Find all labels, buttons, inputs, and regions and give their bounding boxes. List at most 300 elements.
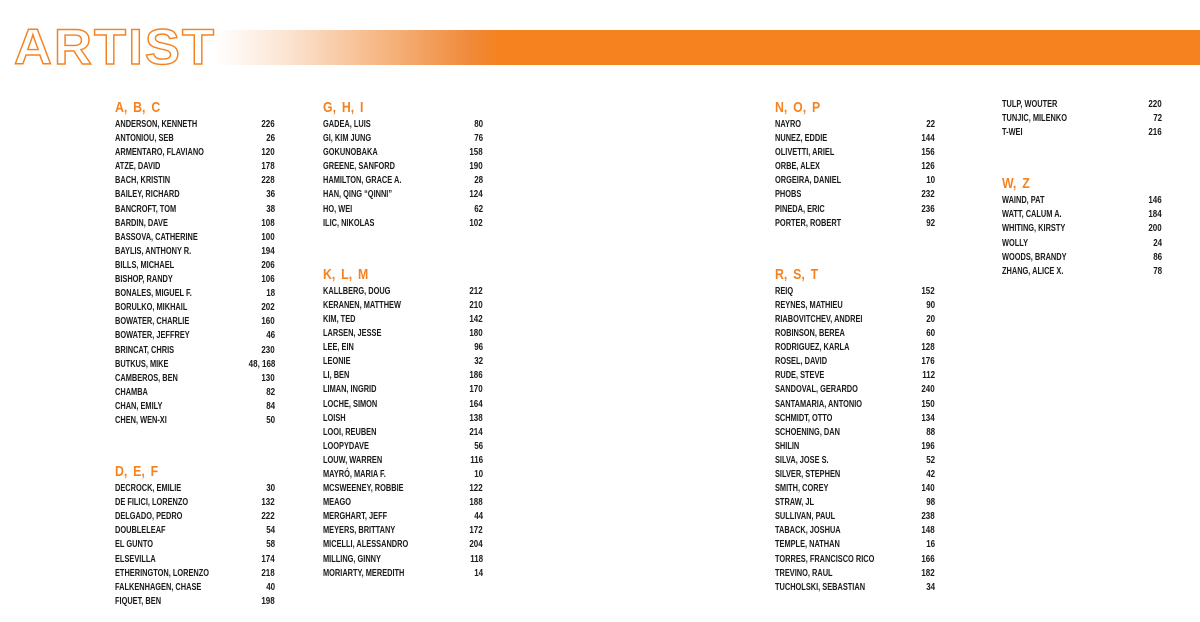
artist-name: ROSEL, DAVID	[775, 356, 828, 368]
artist-name: MILLING, GINNY	[323, 553, 381, 565]
page-number: 20	[926, 313, 935, 325]
page-number: 40	[266, 581, 275, 593]
artist-name: SHILIN	[775, 440, 800, 452]
artist-name: KIM, TED	[323, 313, 356, 325]
index-entry	[775, 468, 935, 482]
index-entry	[775, 482, 935, 496]
index-entry	[323, 482, 483, 496]
index-entry	[775, 203, 935, 217]
index-entry	[323, 383, 483, 397]
index-entry	[115, 553, 275, 567]
page-number: 126	[921, 161, 935, 173]
page-number: 130	[261, 372, 275, 384]
artist-name: LI, BEN	[323, 370, 350, 382]
page-number: 14	[474, 567, 483, 579]
artist-name: BOWATER, JEFFREY	[115, 330, 190, 342]
page-number: 18	[266, 288, 275, 300]
page-number: 84	[266, 400, 275, 412]
page-number: 58	[266, 539, 275, 551]
section-spacer	[1002, 140, 1162, 174]
index-entry	[115, 372, 275, 386]
page-number: 128	[921, 342, 935, 354]
page-number: 172	[469, 525, 483, 537]
page-number: 140	[921, 483, 935, 495]
index-entry	[115, 217, 275, 231]
page-number: 34	[926, 581, 935, 593]
index-entry	[323, 217, 483, 231]
artist-name: MORIARTY, MEREDITH	[323, 567, 405, 579]
index-entry	[323, 510, 483, 524]
page-number: 212	[469, 285, 483, 297]
artist-name: BAYLIS, ANTHONY R.	[115, 245, 192, 257]
section-heading: G, H, I	[323, 99, 364, 116]
index-entry	[115, 510, 275, 524]
index-entry	[115, 538, 275, 552]
artist-name: SILVA, JOSE S.	[775, 454, 829, 466]
index-entry	[323, 369, 483, 383]
index-entry	[1002, 265, 1162, 279]
page-number: 132	[261, 497, 275, 509]
artist-name: LIMAN, INGRID	[323, 384, 377, 396]
artist-name: MEYERS, BRITTANY	[323, 525, 396, 537]
index-entry	[323, 524, 483, 538]
page-number: 190	[469, 161, 483, 173]
artist-name: BORULKO, MIKHAIL	[115, 302, 188, 314]
artist-name: EL GUNTO	[115, 539, 153, 551]
artist-name: GADEA, LUIS	[323, 119, 371, 130]
index-entry	[115, 259, 275, 273]
index-entry	[323, 454, 483, 468]
page-number: 32	[474, 356, 483, 368]
artist-name: ROBINSON, BEREA	[775, 328, 845, 340]
index-entry	[775, 369, 935, 383]
page-number: 106	[261, 274, 275, 286]
page-number: 56	[474, 440, 483, 452]
artist-name: LARSEN, JESSE	[323, 328, 382, 340]
page-number: 198	[261, 595, 275, 607]
index-entry	[775, 398, 935, 412]
page-number: 156	[921, 147, 935, 159]
artist-name: HAMILTON, GRACE A.	[323, 175, 402, 187]
page-number: 88	[926, 426, 935, 438]
section-heading: A, B, C	[115, 99, 161, 116]
page-number: 90	[926, 299, 935, 311]
index-entry	[115, 524, 275, 538]
index-entry	[115, 358, 275, 372]
index-entry	[775, 440, 935, 454]
artist-name: SULLIVAN, PAUL	[775, 511, 836, 523]
page-number: 76	[474, 133, 483, 145]
index-entry	[323, 188, 483, 202]
index-entry	[323, 174, 483, 188]
artist-name: LEE, EIN	[323, 342, 354, 354]
index-entry	[115, 174, 275, 188]
artist-name: WOLLY	[1002, 237, 1029, 249]
index-entry	[115, 231, 275, 245]
page-number: 222	[261, 511, 275, 523]
page-number: 62	[474, 203, 483, 215]
page-number: 218	[261, 567, 275, 579]
artist-name: HO, WEI	[323, 203, 353, 215]
artist-name: TUNJIC, MILENKO	[1002, 113, 1067, 125]
artist-name: LOISH	[323, 412, 346, 424]
index-entry	[323, 553, 483, 567]
page-number: 226	[261, 119, 275, 130]
page-number: 100	[261, 231, 275, 243]
artist-name: KALLBERG, DOUG	[323, 285, 391, 297]
page-number: 206	[261, 259, 275, 271]
page-number: 50	[266, 414, 275, 426]
index-entry	[115, 118, 275, 132]
artist-name: CHEN, WEN-XI	[115, 414, 167, 426]
index-entry	[115, 567, 275, 581]
index-entry	[115, 595, 275, 609]
page-number: 72	[1153, 113, 1162, 125]
page-number: 60	[926, 328, 935, 340]
section-heading: R, S, T	[775, 265, 819, 283]
page-number: 148	[921, 525, 935, 537]
artist-name: CAMBEROS, BEN	[115, 372, 178, 384]
artist-name: NUNEZ, EDDIE	[775, 133, 828, 145]
index-entry	[323, 132, 483, 146]
page-number: 38	[266, 203, 275, 215]
artist-name: SANDOVAL, GERARDO	[775, 384, 858, 396]
index-entry	[775, 299, 935, 313]
artist-name: REIQ	[775, 285, 794, 297]
index-entry	[1002, 237, 1162, 251]
page-number: 122	[469, 483, 483, 495]
index-entry	[775, 341, 935, 355]
page-number: 78	[1153, 265, 1162, 277]
artist-name: HAN, QING “QINNI”	[323, 189, 393, 201]
artist-name: RODRIGUEZ, KARLA	[775, 342, 850, 354]
artist-name: TUCHOLSKI, SEBASTIAN	[775, 581, 866, 593]
page-number: 150	[921, 398, 935, 410]
page-number: 202	[261, 302, 275, 314]
page-number: 28	[474, 175, 483, 187]
index-entry	[775, 118, 935, 132]
index-entry	[115, 344, 275, 358]
page-number: 158	[469, 147, 483, 159]
artist-name: SANTAMARIA, ANTONIO	[775, 398, 863, 410]
artist-name: ETHERINGTON, LORENZO	[115, 567, 210, 579]
page-number: 146	[1148, 195, 1162, 207]
page-number: 112	[922, 370, 935, 382]
index-entry	[1002, 222, 1162, 236]
artist-name: BASSOVA, CATHERINE	[115, 231, 198, 243]
index-entry	[1002, 194, 1162, 208]
page-number: 186	[469, 370, 483, 382]
section-heading: W, Z	[1002, 175, 1030, 193]
artist-name: NAYRO	[775, 119, 802, 130]
artist-name: BILLS, MICHAEL	[115, 259, 175, 271]
artist-name: WOODS, BRANDY	[1002, 251, 1067, 263]
index-entry	[115, 245, 275, 259]
page-number: 24	[1153, 237, 1162, 249]
index-entry	[775, 355, 935, 369]
artist-name: REYNES, MATHIEU	[775, 299, 843, 311]
index-entry	[115, 203, 275, 217]
page-number: 228	[261, 175, 275, 187]
artist-name: TEMPLE, NATHAN	[775, 539, 840, 551]
artist-name: LOOI, REUBEN	[323, 426, 377, 438]
page-number: 22	[926, 119, 935, 130]
artist-name: MAYRÓ, MARIA F.	[323, 468, 386, 480]
artist-name: RIABOVITCHEV, ANDREI	[775, 313, 863, 325]
index-entry	[323, 299, 483, 313]
index-entry	[115, 400, 275, 414]
artist-name: PHOBS	[775, 189, 802, 201]
artist-name: BONALES, MIGUEL F.	[115, 288, 192, 300]
index-entry	[775, 146, 935, 160]
page-number: 134	[921, 412, 935, 424]
page-number: 182	[921, 567, 935, 579]
page-number: 118	[470, 553, 483, 565]
index-entry	[775, 217, 935, 231]
artist-name: RUDE, STEVE	[775, 370, 825, 382]
page-number: 180	[469, 328, 483, 340]
artist-name: OLIVETTI, ARIEL	[775, 147, 835, 159]
index-entry	[115, 386, 275, 400]
index-entry	[323, 160, 483, 174]
page-number: 42	[926, 468, 935, 480]
index-entry	[775, 383, 935, 397]
page-number: 96	[474, 342, 483, 354]
artist-name: BUTKUS, MIKE	[115, 358, 169, 370]
index-entry	[775, 426, 935, 440]
artist-name: ARMENTARO, FLAVIANO	[115, 147, 204, 159]
page-number: 174	[261, 553, 275, 565]
index-entry	[323, 146, 483, 160]
index-entry	[775, 454, 935, 468]
index-entry	[115, 287, 275, 301]
index-entry	[323, 440, 483, 454]
page-number: 188	[469, 497, 483, 509]
artist-name: PORTER, ROBERT	[775, 217, 842, 229]
index-entry	[775, 285, 935, 299]
artist-name: TULP, WOUTER	[1002, 99, 1058, 110]
index-entry	[323, 538, 483, 552]
index-entry	[323, 327, 483, 341]
index-entry	[775, 581, 935, 595]
artist-name: ORBE, ALEX	[775, 161, 820, 173]
artist-name: T-WEI	[1002, 127, 1023, 139]
index-entry	[775, 132, 935, 146]
artist-name: MICELLI, ALESSANDRO	[323, 539, 409, 551]
artist-name: LOCHE, SIMON	[323, 398, 378, 410]
artist-name: ILIC, NIKOLAS	[323, 217, 375, 229]
page-number: 102	[469, 217, 483, 229]
page-number: 210	[469, 299, 483, 311]
page-number: 98	[926, 497, 935, 509]
index-entry	[115, 160, 275, 174]
index-entry	[115, 188, 275, 202]
index-entry	[323, 285, 483, 299]
index-column-1	[115, 98, 275, 609]
artist-name: ELSEVILLA	[115, 553, 156, 565]
section-spacer	[115, 428, 275, 462]
artist-name: FIQUET, BEN	[115, 595, 162, 607]
artist-name: PINEDA, ERIC	[775, 203, 825, 215]
index-entry	[323, 567, 483, 581]
index-entry	[775, 538, 935, 552]
page-number: 236	[921, 203, 935, 215]
artist-name: DELGADO, PEDRO	[115, 511, 183, 523]
section-heading: K, L, M	[323, 265, 369, 283]
index-entry	[115, 273, 275, 287]
index-entry	[115, 315, 275, 329]
page-number: 170	[469, 384, 483, 396]
index-column-4	[1002, 98, 1162, 279]
index-entry	[1002, 98, 1162, 112]
page-number: 200	[1148, 223, 1162, 235]
index-entry	[775, 160, 935, 174]
artist-name: TABACK, JOSHUA	[775, 525, 841, 537]
artist-name: BAILEY, RICHARD	[115, 189, 180, 201]
index-entry	[775, 553, 935, 567]
index-entry	[775, 327, 935, 341]
page-number: 196	[921, 440, 935, 452]
page-number: 30	[266, 483, 275, 495]
index-entry	[775, 524, 935, 538]
artist-name: ORGEIRA, DANIEL	[775, 175, 842, 187]
index-entry	[115, 482, 275, 496]
index-entry	[775, 567, 935, 581]
artist-name: WAIND, PAT	[1002, 195, 1045, 207]
artist-name: ZHANG, ALICE X.	[1002, 265, 1064, 277]
index-entry	[323, 468, 483, 482]
index-column-3	[775, 98, 935, 595]
index-entry	[1002, 112, 1162, 126]
index-entry	[115, 414, 275, 428]
artist-name: BOWATER, CHARLIE	[115, 316, 190, 328]
page-number: 92	[926, 217, 935, 229]
artist-name: DOUBLELEAF	[115, 525, 166, 537]
index-entry	[115, 329, 275, 343]
index-entry	[775, 412, 935, 426]
artist-name: ANDERSON, KENNETH	[115, 119, 198, 130]
page-number: 48, 168	[248, 358, 275, 370]
page-number: 160	[261, 316, 275, 328]
index-entry	[115, 496, 275, 510]
artist-name: BISHOP, RANDY	[115, 274, 173, 286]
index-entry	[775, 188, 935, 202]
page-number: 152	[921, 285, 935, 297]
page-number: 44	[474, 511, 483, 523]
index-entry	[323, 313, 483, 327]
page-number: 214	[469, 426, 483, 438]
index-entry	[323, 412, 483, 426]
page-number: 116	[470, 454, 483, 466]
index-entry	[115, 581, 275, 595]
artist-name: LEONIE	[323, 356, 351, 368]
index-entry	[115, 146, 275, 160]
page-number: 142	[469, 313, 483, 325]
artist-name: DECROCK, EMILIE	[115, 483, 182, 495]
page-number: 220	[1148, 99, 1162, 110]
artist-name: BANCROFT, TOM	[115, 203, 177, 215]
page-number: 10	[926, 175, 935, 187]
index-entry	[775, 496, 935, 510]
index-entry	[775, 174, 935, 188]
artist-name: STRAW, JL	[775, 497, 815, 509]
artist-name: SCHMIDT, OTTO	[775, 412, 833, 424]
index-entry	[323, 398, 483, 412]
artist-name: TORRES, FRANCISCO RICO	[775, 553, 875, 565]
artist-name: ATZE, DAVID	[115, 161, 161, 173]
page-number: 238	[921, 511, 935, 523]
page-number: 52	[926, 454, 935, 466]
artist-name: KERANEN, MATTHEW	[323, 299, 401, 311]
page-number: 82	[266, 386, 275, 398]
page-number: 16	[926, 539, 935, 551]
artist-name: MCSWEENEY, ROBBIE	[323, 483, 404, 495]
artist-name: SMITH, COREY	[775, 483, 829, 495]
artist-name: CHAN, EMILY	[115, 400, 163, 412]
page-number: 166	[921, 553, 935, 565]
artist-name: BRINCAT, CHRIS	[115, 344, 175, 356]
index-entry	[1002, 208, 1162, 222]
page-number: 54	[266, 525, 275, 537]
artist-name: LOUW, WARREN	[323, 454, 383, 466]
page-number: 194	[261, 245, 275, 257]
page-number: 204	[469, 539, 483, 551]
page-number: 10	[474, 468, 483, 480]
page-number: 216	[1148, 127, 1162, 139]
page-number: 230	[261, 344, 275, 356]
page-number: 232	[921, 189, 935, 201]
page-number: 108	[261, 217, 275, 229]
section-heading: D, E, F	[115, 463, 159, 481]
artist-name: FALKENHAGEN, CHASE	[115, 581, 202, 593]
page-number: 80	[474, 119, 483, 130]
artist-name: MEAGO	[323, 497, 351, 509]
artist-name: GREENE, SANFORD	[323, 161, 395, 173]
artist-name: SILVER, STEPHEN	[775, 468, 841, 480]
index-entry	[115, 132, 275, 146]
page-number: 124	[469, 189, 483, 201]
index-entry	[323, 118, 483, 132]
index-entry	[1002, 251, 1162, 265]
index-entry	[323, 426, 483, 440]
artist-name: CHAMBA	[115, 386, 148, 398]
artist-name: ANTONIOU, SEB	[115, 133, 174, 145]
artist-name: BARDIN, DAVE	[115, 217, 168, 229]
artist-name: LOOPYDAVE	[323, 440, 369, 452]
page-number: 86	[1153, 251, 1162, 263]
artist-name: SCHOENING, DAN	[775, 426, 840, 438]
index-entry	[323, 496, 483, 510]
index-entry	[323, 341, 483, 355]
artist-name: DE FILICI, LORENZO	[115, 497, 189, 509]
artist-name: MERGHART, JEFF	[323, 511, 388, 523]
index-entry	[1002, 126, 1162, 140]
index-entry	[775, 313, 935, 327]
page-number: 184	[1148, 209, 1162, 221]
page-number: 176	[921, 356, 935, 368]
section-spacer	[323, 231, 483, 265]
page-number: 138	[469, 412, 483, 424]
page-number: 36	[266, 189, 275, 201]
page-number: 144	[921, 133, 935, 145]
page-number: 164	[469, 398, 483, 410]
page-number: 46	[266, 330, 275, 342]
index-entry	[775, 510, 935, 524]
page-title: ARTIST	[14, 19, 217, 75]
section-heading: N, O, P	[775, 99, 821, 116]
index-entry	[323, 203, 483, 217]
index-entry	[323, 355, 483, 369]
